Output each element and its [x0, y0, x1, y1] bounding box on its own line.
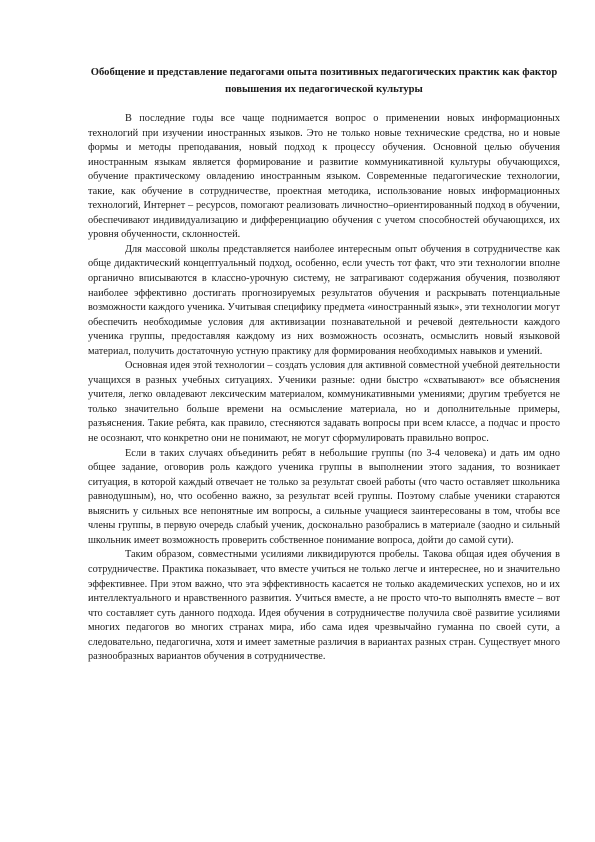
- paragraph: Для массовой школы представляется наиболее интересным опыт обучения в сотрудничестве как обще дидактический концептуальный подход, особенно, если учесть тот факт, что эти технологии вполне органично вписываются в классно-урочную систему, не затрагивают содержания обучения, позволяют наиболее эффективно достигать прогнозируемых результатов обучения и раскрывать потенциальные возможности каждого ученика. Учитывая специфику предмета «иностранный язык», эти технологии могут обеспечить необходимые условия для активизации познавательной и речевой деятельности каждого ученика группы, предоставляя каждому из них возможность осознать, осмыслить новый языковой материал, получить достаточную устную практику для формирования необходимых навыков и умений.: [88, 243, 560, 357]
- paragraph: Основная идея этой технологии – создать условия для активной совместной учебной деятельности учащихся в разных учебных ситуациях. Ученики разные: одни быстро «схватывают» все объяснения учителя, легко овладевают лексическим материалом, коммуникативными умениями; другим требуется не только значительно больше времени на осмысление материала, но и дополнительные примеры, разъяснения. Такие ребята, как правило, стесняются задавать вопросы при всем классе, а подчас и просто не осознают, что конкретно они не понимают, не могут сформулировать правильно вопрос.: [88, 360, 560, 445]
- paragraph: Таким образом, совместными усилиями ликвидируются пробелы. Такова общая идея обучения в сотрудничестве. Практика показывает, что вместе учиться не только легче и интереснее, но и значительно эффективнее. При этом важно, что эта эффективность касается не только академических успехов, но и их интеллектуального и нравственного развития. Учиться вместе, а не просто что-то выполнять вместе – вот что составляет суть данного подхода. Идея обучения в сотрудничестве получила своё развитие усилиями многих педагогов во многих странах мира, ибо сама идея чрезвычайно гуманна по своей сути, а следовательно, педагогична, хотя и имеет заметные различия в вариантах разных стран. Существует много разнообразных вариантов обучения в сотрудничестве.: [88, 549, 560, 663]
- document-body: [88, 112, 560, 665]
- document-title: Обобщение и представление педагогами опыта позитивных педагогических практик как фактор повышения их педагогической культуры: [90, 67, 558, 95]
- paragraph: В последние годы все чаще поднимается вопрос о применении новых информационных технологий при изучении иностранных языков. Это не только новые технические средства, но и новые формы и методы преподавания, новый подход к процессу обучения. Основной целью обучения иностранным языкам является формирование и развитие коммуникативной культуры обучающихся, обучение практическому овладению иностранным языком. Современные педагогические технологии, такие, как обучение в сотрудничестве, проектная методика, использование новых информационных технологий, Интернет – ресурсов, помогают реализовать личностно–ориентированный подход в обучении, обеспечивают индивидуализацию и дифференциацию обучения с учетом способностей обучающихся, их уровня обученности, склонностей.: [88, 113, 560, 241]
- paragraph: Если в таких случаях объединить ребят в небольшие группы (по 3-4 человека) и дать им одно общее задание, оговорив роль каждого ученика группы в выполнении этого задания, то возникает ситуация, в которой каждый отвечает не только за результат своей работы (что часто оставляет школьника равнодушным), но, что особенно важно, за результат всей группы. Поэтому слабые ученики стараются выяснить у сильных все непонятные им вопросы, а сильные учащиеся заинтересованы в том, чтобы все члены группы, в первую очередь слабый ученик, досконально разобрались в материале (заодно и сильный школьник имеет возможность проверить собственное понимание вопроса, дойти до самой сути).: [88, 447, 560, 546]
